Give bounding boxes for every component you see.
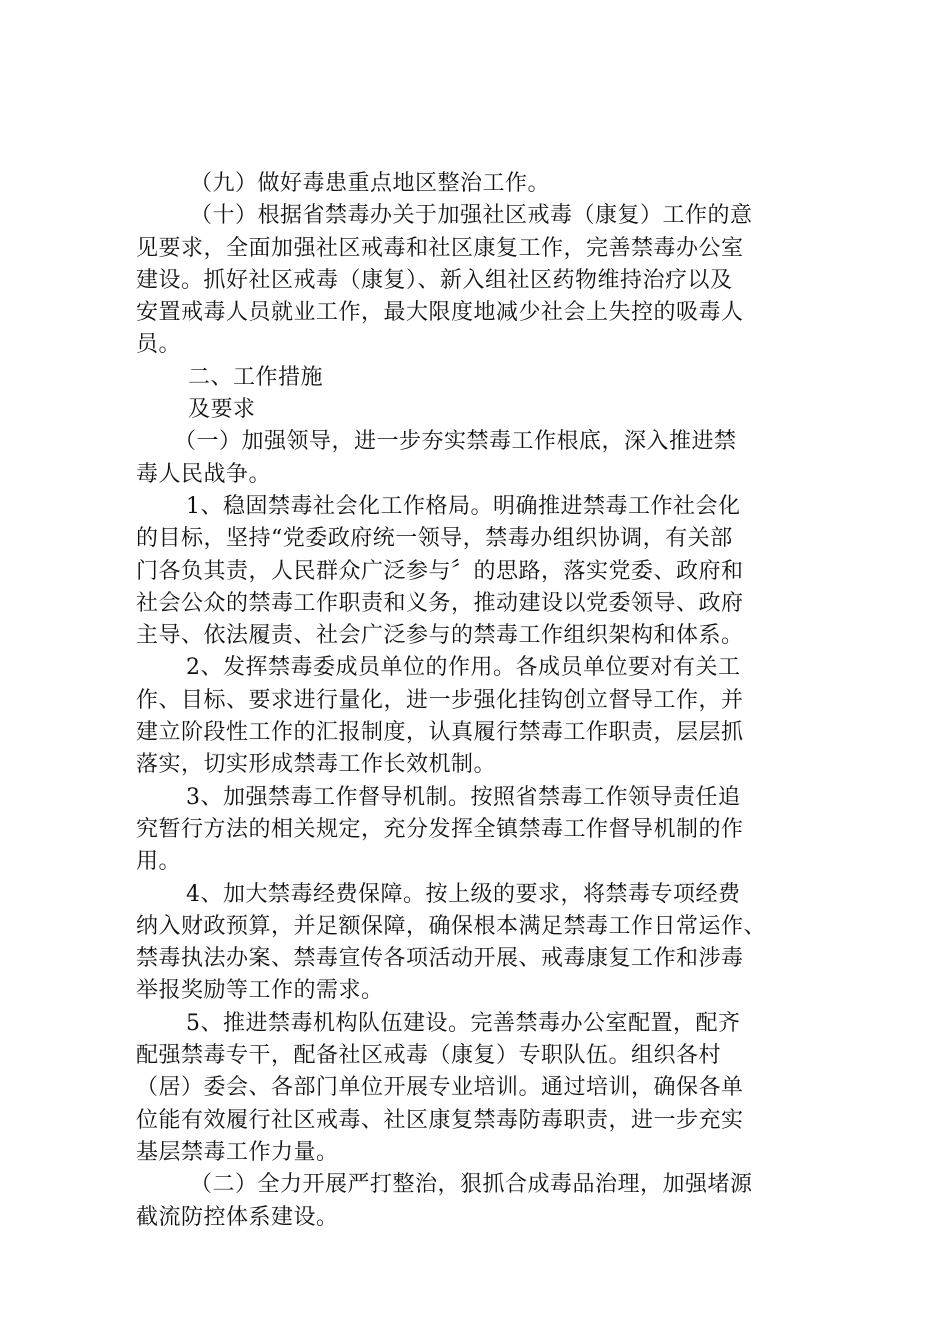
- text-line: 纳入财政预算，并足额保障，确保根本满足禁毒工作日常运作、: [136, 913, 767, 939]
- text-line: 用。: [136, 849, 182, 875]
- text-line: （一）加强领导，进一步夯实禁毒工作根底，深入推进禁: [174, 429, 737, 455]
- text-line: 1、稳固禁毒社会化工作格局。明确推进禁毒工作社会化: [186, 493, 741, 519]
- text-line: 的目标，坚持“党委政府统一领导，禁毒办组织协调，有关部: [136, 526, 733, 552]
- text-line: 建设。抓好社区戒毒（康复）、新入组社区药物维持治疗以及: [136, 267, 733, 293]
- text-line: 落实，切实形成禁毒工作长效机制。: [136, 752, 497, 778]
- text-line: 安置戒毒人员就业工作，最大限度地减少社会上失控的吸毒人: [136, 300, 744, 326]
- text-line: 毒人民战争。: [136, 461, 272, 487]
- text-line: 4、加大禁毒经费保障。按上级的要求，将禁毒专项经费: [186, 881, 741, 907]
- document-body: [136, 168, 826, 1234]
- text-line: 究暂行方法的相关规定，充分发挥全镇禁毒工作督导机制的作: [136, 816, 744, 842]
- text-line: （居）委会、各部门单位开展专业培训。通过培训，确保各单: [136, 1075, 744, 1101]
- text-line: 门各负其责，人民群众广泛参与〞的思路，落实党委、政府和: [136, 558, 744, 584]
- text-line: 建立阶段性工作的汇报制度，认真履行禁毒工作职责，层层抓: [136, 720, 744, 746]
- text-line: 截流防控体系建设。: [136, 1204, 339, 1230]
- section-heading: 二、工作措施: [188, 364, 324, 390]
- text-line: 3、加强禁毒工作督导机制。按照省禁毒工作领导责任追: [186, 784, 741, 810]
- text-line: 员。: [136, 332, 182, 358]
- text-line: （十）根据省禁毒办关于加强社区戒毒（康复）工作的意: [190, 203, 753, 229]
- text-line: 2、发挥禁毒委成员单位的作用。各成员单位要对有关工: [186, 655, 741, 681]
- text-line: 配强禁毒专干，配备社区戒毒（康复）专职队伍。组织各村: [136, 1043, 722, 1069]
- text-line: （九）做好毒患重点地区整治工作。: [190, 171, 551, 196]
- text-line: 作、目标、要求进行量化，进一步强化挂钩创立督导工作，并: [136, 687, 744, 713]
- text-line: 5、推进禁毒机构队伍建设。完善禁毒办公室配置，配齐: [186, 1010, 741, 1036]
- text-line: 基层禁毒工作力量。: [136, 1139, 339, 1165]
- text-line: 位能有效履行社区戒毒、社区康复禁毒防毒职责，进一步充实: [136, 1107, 744, 1133]
- text-line: （二）全力开展严打整治，狠抓合成毒品治理，加强堵源: [190, 1172, 753, 1198]
- text-line: 社会公众的禁毒工作职责和义务，推动建设以党委领导、政府: [136, 590, 744, 616]
- text-line: 主导、依法履责、社会广泛参与的禁毒工作组织架构和体系。: [136, 623, 744, 649]
- text-line: 见要求，全面加强社区戒毒和社区康复工作，完善禁毒办公室: [136, 235, 744, 261]
- text-line: 举报奖励等工作的需求。: [136, 978, 384, 1004]
- text-line: 禁毒执法办案、禁毒宣传各项活动开展、戒毒康复工作和涉毒: [136, 946, 744, 972]
- section-heading: 及要求: [188, 397, 256, 423]
